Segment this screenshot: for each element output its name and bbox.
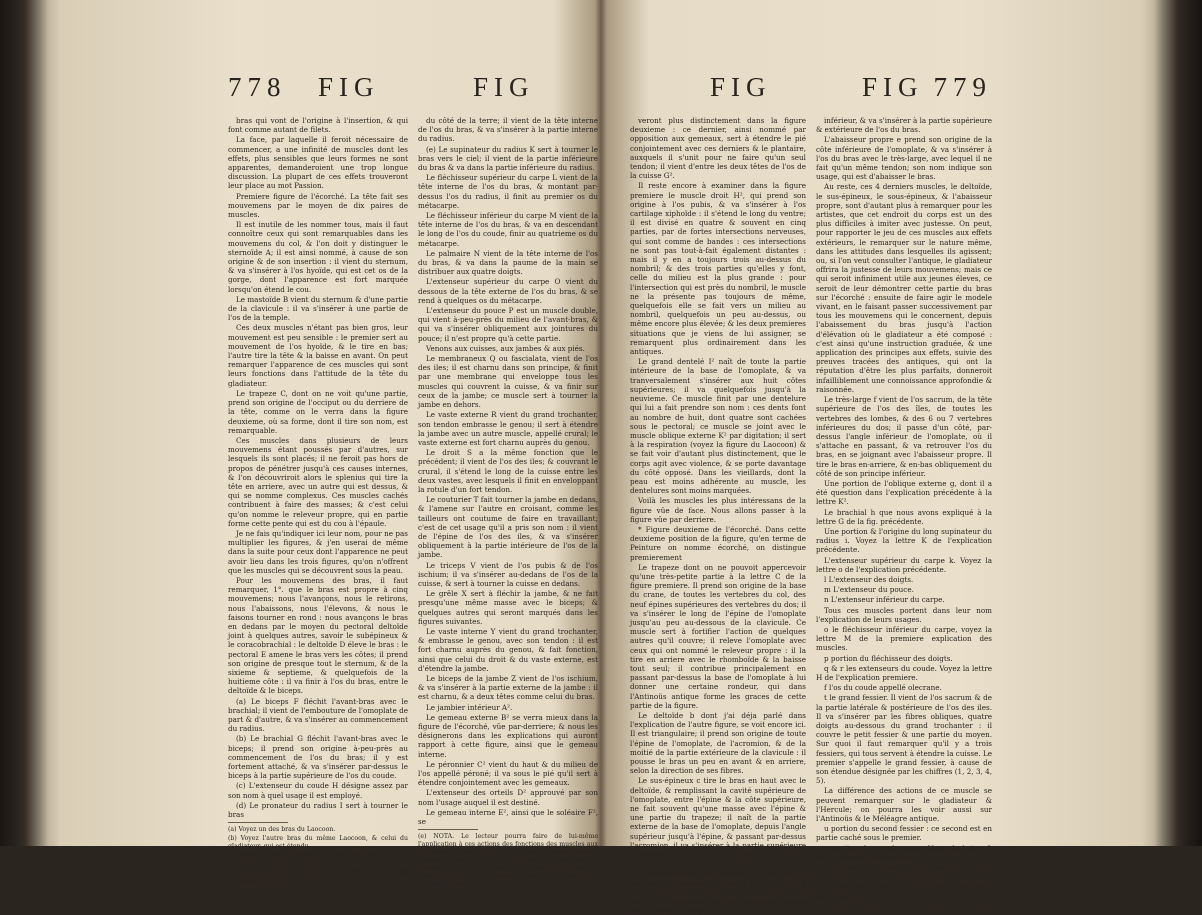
paragraph: Le fléchisseur inférieur du carpe M vient de la tête interne de l'os du bras, & va en descendant le long de l'os du coude, finir au quatrieme os du métacarpe. [418,211,598,248]
paragraph: Ces deux muscles n'étant pas bien gros, leur mouvement est peu sensible : le premier sert au mouvement de l'os hyoïde, & le tire en bas; l'autre tire la tête & la baisse en avant. On peut remarquer l'apparence de ces muscles qui sont leurs fonctions dans l'attitude de la tête du gladiateur. [228,323,408,388]
footnote: (e) NOTA. Le lecteur pourra faire de lui-même l'application à ces actions des fonctions des muscles aux mouvemens des figures antiques susmentionnées, puisque les lettres le guideront : ainsi je n'en dirai pas davantage. Il n'est pas inutile que ces détails que les bornes que l'on doit se prescrire dans un dictionnaire ne le comporteront. [418,833,598,889]
paragraph: Le deltoïde b dont j'ai déja parlé dans l'explication de l'autre figure, se voit encore ici. Il est triangulaire; il prend son origine de toute l'épine de l'omoplate, de l'acromion, & de la moitié de la partie extérieure de la clavicule : il pousse le bras un peu en avant & en arriere, selon la direction de ses fibres. [630,711,806,776]
right-page-number: 779 [933,72,992,102]
paragraph: du côté de la terre; il vient de la tête interne de l'os du bras, & va s'insérer à la partie interne du radius. [418,116,598,144]
paragraph: Le triceps V vient de l'os pubis & de l'os ischium; il va s'insérer au-dedans de l'os de la cuisse, & sert à tourner la cuisse en dedans. [418,560,598,588]
paragraph: Le palmaire N vient de la tête interne de l'os du bras, & va dans la paume de la main se distribuer aux quatre doigts. [418,248,598,277]
paragraph: o le fléchisseur inférieur du carpe, voyez la lettre M de la premiere explication des muscles. [816,624,992,653]
paragraph: y le vaste externe : voyez pareillement la lettre R de la premiere explication. [816,863,992,882]
paragraph: t le grand fessier. Il vient de l'os sacrum & de la partie latérale & postérieure de l'os des iles. Il va s'insérer par les fibres obliques, quatre doigts au-dessous du grand trochanter : il couvre le petit fessier & une partie du moyen. Sur quoi il faut remarquer qu'il y a trois fessiers, qui tous servent à étendre la cuisse. Le premier s'appelle le grand fessier, à cause de son étendue désignée par les chiffres (1, 2, 3, 4, 5). [816,693,992,786]
footnote-rule [228,822,288,823]
paragraph: (a) Le biceps F fléchit l'avant-bras avec le brachial; il vient de l'embouture de l'omoplate de part & d'autre, & va s'insérer au commencement du radius. [228,696,408,734]
left-page-number: 778 [228,72,287,102]
paragraph: Une portion de l'oblique externe g, dont il a été question dans l'explication précédente à la lettre K². [816,478,992,507]
paragraph: bras qui vont de l'origine à l'insertion, & qui font comme autant de filets. [228,116,408,135]
paragraph: L'extenseur du pouce P est un muscle double, qui vient à-peu-près du milieu de l'avant-bras, & qui va s'insérer obliquement aux jointures du pouce; il n'est propre qu'à cette partie. [418,306,598,343]
paragraph: Le vaste externe R vient du grand trochanter, son tendon embrasse le genou; il sert à étendre la jambe avec un autre muscle, appellé crural; le vaste externe est fort charnu auprès du genou. [418,410,598,447]
paragraph: Il est inutile de les nommer tous, mais il faut connoître ceux qui sont remarquables dans les mouvemens du col, & l'on doit y distinguer le sternoïde A; il est ainsi nommé, à cause de son origine & de son insertion : il vient du sternum, & va s'insérer à l'os hyoïde, qui est cet os de la gorge, dont l'apparence est fort marquée lorsqu'on étend le cou. [228,220,408,294]
paragraph: Voilà les muscles les plus intéressans de la figure vûe de face. Nous allons passer à la figure vûe par derriere. [630,496,806,524]
paragraph: (e) Le supinateur du radius K sert à tourner le bras vers le ciel; il vient de la partie inférieure du bras & va dans la partie inférieure du radius. [418,144,598,173]
paragraph: Le gemeau externe B² se verra mieux dans la figure de l'écorché, vûe par-derriere; & nous les désignerons dans les explications qui auront rapport à cette figure, ainsi que le gemeau interne. [418,712,598,759]
paragraph: Pour les mouvemens des bras, il faut remarquer, 1°. que le bras est propre à cinq mouvemens; nous l'avançons, nous le retirons, nous l'abaissons, nous l'élevons, & nous le faisons tourner en rond : nous avançons le bras en dedans par le moyen du pectoral deltoïde joint à quelques autres, savoir le subépineux & le coracobrachial : le deltoïde D éleve le bras : le pectoral E amene le bras vers les côtes; il prend son origine de presque tout le sternum, & de la sixieme & septieme, & quelquefois de la huitieme côte : il va finir à l'os du bras, entre le deltoïde & le biceps. [228,575,408,696]
paragraph: (c) L'extenseur du coude H désigne assez par son nom à quel usage il est employé. [228,781,408,800]
right-book-edge-shadow [1142,0,1202,846]
paragraph: (b) Le brachial G fléchit l'avant-bras avec le biceps; il prend son origine à-peu-près au commencement de l'os du bras; il y est fortement attaché, & va s'insérer par-dessus le biceps à la partie supérieure de l'os du coude. [228,734,408,781]
paragraph: Le trapeze C, dont on ne voit qu'une partie, prend son origine de l'occiput ou du derriere de la tête, comme on le verra dans la figure deuxieme, où sa forme, dont il tire son nom, est remarquable. [228,388,408,435]
right-page [630,60,992,915]
paragraph: L'extenseur supérieur du carpe O vient du dessous de la tête externe de l'os du bras, & se rend à quelques os du métacarpe. [418,277,598,305]
left-book-edge-shadow [0,0,60,846]
footnote: (a) Voyez un des bras du Laocoon. [228,826,336,834]
right-head-word-2: FIG [862,72,924,102]
paragraph: Ces muscles dans plusieurs de leurs mouvemens étant poussés par d'autres, sur lesquels ils sont placés; il ne feroit pas hors de propos de pénétrer jusqu'à ces causes internes, & l'on découvriroit alors le splenius qui tire la tête en arriere, avec un autre qui est dessus, & qui se nomme complexus. Ces muscles cachés contribuent à faire des masses; & c'est celui qu'on nomme le releveur propre, qui en partie forme cette pente qui est du cou à l'épaule. [228,435,408,528]
paragraph: Au reste, ces 4 derniers muscles, le deltoïde, le sus-épineux, le sous-épineux, & l'abaisseur propre, sont d'autant plus à remarquer pour les artistes, que cet endroit du corps est un des plus difficiles à imiter avec justesse. On peut, pour rapporter le jeu de ces muscles aux effets extérieurs, le remarquer sur le nature même, dans les attitudes dans lesquelles ils agissent; ou, si l'on veut consulter l'antique, le gladiateur offrira la justesse de leurs mouvemens; mais ce qui seroit infiniment utile aux jeunes éleves, ce seroit de leur démontrer cette partie du bras sur l'écorché : ensuite de faire agir le modele vivant, en le faisant passer successivement par tous les mouvemens qui le concernent, depuis l'abaissement du bras jusqu'à l'action d'élévation où le gladiateur a été composé : c'est ainsi qu'une instruction graduée, & une application des principes aux effets, suivie des preuves tracées des antiques, qui ont la réputation d'être les plus parfaits, donneroit infailliblement une connoissance approfondie & raisonnée. [816,182,992,394]
left-page-columns [228,116,598,889]
right-page-columns [630,116,992,915]
paragraph: x portion du membraneux. Voyez la lettre Q de la premiere explication. [816,843,992,862]
paragraph: Je ne fais qu'indiquer ici leur nom, pour ne pas multiplier les figures, & j'en userai de même dans la suite pour ceux dont l'apparence ne peut avoir lieu dans les trois figures, qu'on n'offrent que les muscles qui se découvrent sous la peau. [228,528,408,575]
paragraph: Le gemeau interne E², ainsi que le soléaire F², se [418,807,598,827]
paragraph: (d) Le pronateur du radius I sert à tourner le bras [228,800,408,820]
paragraph: u portion du second fessier : ce second est en partie caché sous le premier. [816,824,992,843]
paragraph: q & r les extenseurs du coude. Voyez la lettre H de l'explication premiere. [816,663,992,682]
paragraph: L'abaisseur propre e prend son origine de la côte inférieure de l'omoplate, & va s'insérer à l'os du bras avec le très-large, avec lequel il ne fait qu'un même tendon; son nom indique son usage, qui est d'abaisser le bras. [816,135,992,182]
paragraph: Le biceps de la jambe Z vient de l'os ischium, & va s'insérer à la partie externe de la jambe : il est charnu, & a deux têtes comme celui du bras. [418,673,598,702]
footnote: (c) Voyez le bras du Laocoon, qui est baissé vers la terre, & celui du gladiateur, qui est penché. [228,852,408,868]
paragraph: f l'os du coude appellé olecrane. [824,683,942,693]
right-column-2 [816,116,992,911]
paragraph: Le très-large f vient de l'os sacrum, de la tête supérieure de l'os des îles, de toutes les vertebres des lombes, & des 6 ou 7 vertebres inférieures du dos; il passe d'un côté, par-dessus l'angle inférieur de l'omoplate, où il s'attache en passant, & va retrouver l'os du bras, en se joignant avec l'abaisseur propre. Il tire le bras en-arriere, & en-bas obliquement du côté de son principe inférieur. [816,395,992,478]
paragraph: La face, par laquelle il feroit nécessaire de commencer, a une infinité de muscles dont les effets, plus sensibles que leurs formes ne sont apparentes, demanderoient une trop longue discussion. La plupart de ces effets trouveront leur place au mot Passion. [228,135,408,191]
paragraph: Le couturier T fait tourner la jambe en dedans, & l'amene sur l'autre en croisant, comme les tailleurs ont coutume de faire en travaillant; c'est de cet usage qu'il a pris son nom : il vient de l'épine de l'os des iles, & va s'insérer obliquement à la partie intérieure de l'os de la jambe. [418,495,598,560]
right-running-head [630,72,992,112]
paragraph: inférieur, & va s'insérer à la partie supérieure & extérieure de l'os du bras. [816,116,992,135]
footnote: (b) Voyez l'autre bras du même Laocoon, & celui du gladiateur, qui est étendu. [228,835,408,851]
left-column-2 [418,116,598,889]
paragraph: n L'extenseur inférieur du carpe. [824,595,945,605]
paragraph: Une portion & l'origine du long supinateur du radius i. Voyez la lettre K de l'explication précédente. [816,526,992,555]
left-running-head [228,72,598,112]
paragraph: Premiere figure de l'écorché. La tête fait ses mouvemens par le moyen de dix paires de muscles. [228,191,408,220]
paragraph: Le sous-épineux d fait mouvoir l'os du bras en bas, avec l'abaisseur propre & le très-large; il prend son origine de la partie externe de la base de l'omoplate, qui se remarque depuis l'épine jusqu'à l'angle [630,869,806,915]
paragraph: Le fléchisseur supérieur du carpe L vient de la tête interne de l'os du bras, & montant par-dessus l'os du radius, il finit au premier os du métacarpe. [418,173,598,210]
left-page [228,60,598,889]
paragraph: Le péronnier C² vient du haut & du milieu de l'os appellé péroné; il va sous le pié qu'il sert à étendre conjointement avec les gemeaux. [418,759,598,788]
paragraph: z le biceps : voyez la lettre Z de la premiere explication. [816,882,992,901]
paragraph: & le demi-nerveux. Ce muscle vient du même [824,901,990,911]
paragraph: L'extenseur supérieur du carpe k. Voyez la lettre o de l'explication précédente. [816,555,992,574]
paragraph: veront plus distinctement dans la figure deuxieme : ce dernier, ainsi nommé par opposition aux gemeaux, sert à étendre le pié conjointement avec ces derniers & le plantaire, auxquels il s'unit pour ne faire qu'un seul tendon; il vient d'entre les deux têtes de l'os de la cuisse G². [630,116,806,181]
paragraph: Il reste encore à examiner dans la figure premiere le muscle droit H², qui prend son origine à l'os pubis, & va s'insérer à l'os cartilage xiphoïde : il s'étend le long du ventre; il est divisé en quatre & souvent en cinq parties, par de fortes intersections nerveuses, qui sont comme de bandes : ces intersections ne sont pas tout-à-fait également distantes : mais il y en a toujours trois au-dessus du nombril; & des trois parties qu'elles y font, celle du milieu est la plus grande : pour l'intersection qui est près du nombril, le muscle ne la présente pas toujours de même, quelquefois elle se fait vers un milieu au nombril, quelquefois un peu au-dessus, ou même encore plus élevée; & les deux premieres situations que je viens de lui assigner, se remarquent plus ordinairement dans les antiques. [630,181,806,357]
paragraph: L'extenseur des orteils D² approuvé par son nom l'usage auquel il est destiné. [418,788,598,807]
right-column-1 [630,116,806,915]
footnote: (d) Voyez l'autre bras du même élevé vers le ciel, & celui du gladiateur, qui est étendu. [228,869,408,885]
right-head-word-1: FIG [710,72,772,102]
paragraph: Le trapeze dont on ne pouvoit appercevoir qu'une très-petite partie à la lettre C de la figure premiere. Il prend son origine de la base du crane, de toutes les vertebres du col, des neuf épines supérieures des vertebres du dos; il va s'insérer le long de l'épine de l'omoplate jusqu'au peu au-dessous de la clavicule. Ce muscle sert à fortifier l'action de quelques autres qu'il couvre; il releve l'omoplate avec ceux qui ont nommé le releveur propre : il la tire en arriere avec le rhomboïde & la baisse tout seul; il contribue principalement en passant par-dessus la base de l'omoplate à lui donner une certaine rondeur, qui dans l'Antinoüs antique forme les graces de cette partie de la figure. [630,562,806,710]
paragraph: Le sus-épineux c tire le bras en haut avec le deltoïde, & remplissant la cavité supérieure de l'omoplate, entre l'épine & la côte supérieure, ne fait souvent qu'une masse avec l'épine & une partie du trapeze; il naît de la partie externe de la base de l'omoplate, depuis l'angle supérieur jusqu'à l'épine, & passant par-dessus l'acromion, il va s'insérer à la partie supérieure & antérieure de l'os du bras pour l'élever en-haut. [630,776,806,869]
paragraph: Le droit S a la même fonction que le précédent; il vient de l'os des iles; & couvrant le crural, il s'étend le long de la cuisse entre les deux vastes, avec lesquels il finit en enveloppant la rotule d'un fort tendon. [418,448,598,494]
paragraph: Le grêle X sert à fléchir la jambe, & ne fait presqu'une même masse avec le biceps; & quelques autres qui seront marqués dans les figures suivantes. [418,589,598,626]
paragraph: m L'extenseur du pouce. [824,585,914,595]
left-column-1 [228,116,408,885]
paragraph: l L'extenseur des doigts. [824,574,914,584]
paragraph: Le membraneux Q ou fascialata, vient de l'os des iles; il est charnu dans son principe, & finit par une membrane qui enveloppe tous les muscles qui couvrent la cuisse, & va finir sur ceux de la jambe; ce muscle sert à tourner la jambe en dehors. [418,354,598,410]
left-head-word-1: FIG [318,72,380,102]
paragraph: Venons aux cuisses, aux jambes & aux piés. [426,343,585,353]
paragraph: Le jambier intérieur A². [426,702,513,712]
paragraph: Le vaste interne Y vient du grand trochanter, & embrasse le genou, avec son tendon : il est fort charnu auprès du genou, & fait fonction, ainsi que celui du droit & du vaste externe, est d'étendre la jambe. [418,626,598,673]
paragraph: Le grand dentelé I² naît de toute la partie intérieure de la base de l'omoplate, & va tranversalement s'insérer aux huit côtes supérieures; il va quelquefois jusqu'à la neuvieme. Ce muscle finit par une dentelure qui lui a fait prendre son nom : ces dents font au nombre de huit, dont quatre sont cachées sous le pectoral; ce muscle se joint avec le muscle oblique externe K² par digitation; il sert à la respiration (voyez la figure du Laocoon) & se fait voir d'autant plus distinctement, que le corps agit avec violence, & se porte davantage du côté opposé. Dans les vieillards, dont la peau est moins adhérente au muscle, les dentelures sont moins marquées. [630,357,806,496]
footnote-rule [418,829,478,830]
left-head-word-2: FIG [473,72,535,102]
paragraph: Le brachial h que nous avons expliqué à la lettre G de la fig. précédente. [816,507,992,526]
paragraph: Le mastoïde B vient du sternum & d'une partie de la clavicule : il va s'insérer à une partie de l'os de la temple. [228,294,408,323]
paragraph: p portion du fléchisseur des doigts. [824,653,953,663]
paragraph: La différence des actions de ce muscle se peuvent remarquer sur le gladiateur & l'Hercule; on pourra les voir aussi sur l'Antinoüs & le Méléagre antique. [816,786,992,824]
paragraph: Tous ces muscles portent dans leur nom l'explication de leurs usages. [816,605,992,624]
paragraph: * Figure deuxieme de l'écorché. Dans cette deuxieme position de la figure, qu'en terme de Peinture on nomme écorché, on distingue premierement [630,524,806,562]
